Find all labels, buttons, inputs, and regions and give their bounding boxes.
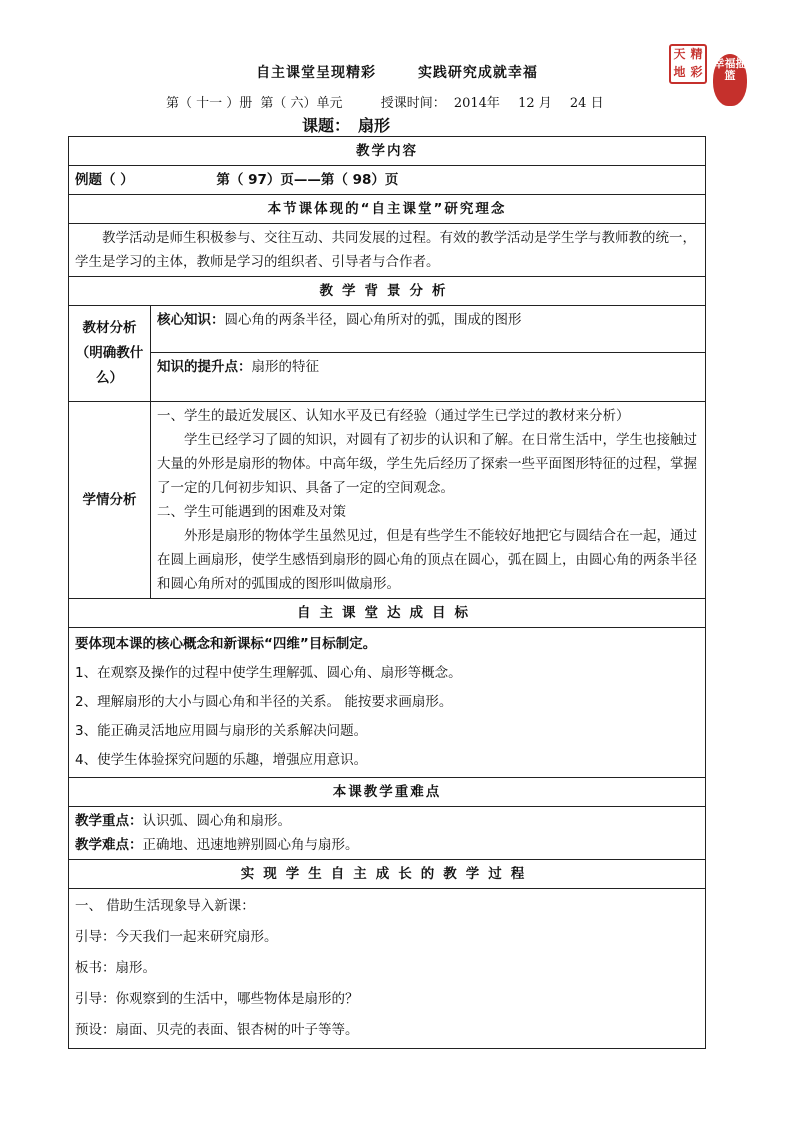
lesson-title: 扇形 [350,113,498,137]
core-label: 核心知识： [157,312,225,328]
slogan-left: 自主课堂呈现精彩 [256,65,377,81]
square-seal-stamp: 天 精 地 彩 [669,44,707,84]
content-header: 教学内容 [69,137,706,166]
time-label: 授课时间： [380,96,446,111]
example-label: 例题（ ） [75,172,134,188]
process-header: 实现学生自主成长的教学过程 [69,860,706,889]
goal-item: 4、使学生体验探究问题的乐趣，增强应用意识。 [75,752,368,768]
goals-intro: 要体现本课的核心概念和新课标“四维”目标制定。 [75,636,377,652]
concept-header: 本节课体现的“自主课堂”研究理念 [69,195,706,224]
difficult-text: 正确地、迅速地辨别圆心角与扇形。 [142,837,359,853]
concept-text: 教学活动是师生积极参与、交往互动、共同发展的过程。有效的教学活动是学生学与教师教的统一，学生是学习的主体，教师是学习的组织者、引导者与合作者。 [69,224,706,277]
background-header: 教学背景分析 [69,277,706,306]
student-p4: 外形是扇形的物体学生虽然见过，但是有些学生不能较好地把它与圆结合在一起，通过在圆上画扇形，使学生感悟到扇形的圆心角的顶点在圆心，弧在圆上，由圆心角的两条半径和圆心角所对的弧围成的图形叫做扇形。 [157,528,697,592]
keypoints-cell [69,807,706,860]
lesson-plan-table [68,136,706,1049]
process-line: 引导：今天我们一起来研究扇形。 [75,929,278,945]
student-analysis-label: 学情分析 [69,402,151,599]
core-knowledge-cell [151,306,706,353]
goals-cell [69,628,706,778]
example-row [69,166,706,195]
unit: 第（ 六）单元 [260,96,343,111]
title-label: 课题： [302,116,351,135]
goal-item: 1、在观察及操作的过程中使学生理解弧、圆心角、扇形等概念。 [75,665,462,681]
page-range: 第（ 97）页——第（ 98）页 [216,172,399,188]
material-analysis-label: 教材分析（明确教什么） [69,306,151,402]
raise-text: 扇形的特征 [251,359,319,375]
process-line: 板书：扇形。 [75,960,156,976]
student-p1: 一、学生的最近发展区、认知水平及已有经验（通过学生已学过的教材来分析） [157,408,630,424]
goals-header: 自主课堂达成目标 [69,599,706,628]
slogan-right: 实践研究成就幸福 [417,65,538,81]
raise-label: 知识的提升点： [157,359,252,375]
core-text: 圆心角的两条半径，圆心角所对的弧，围成的图形 [224,312,522,328]
keypoints-header: 本课教学重难点 [69,778,706,807]
difficult-label: 教学难点： [75,837,143,853]
student-p3: 二、学生可能遇到的困难及对策 [157,504,346,520]
process-line: 预设：扇面、贝壳的表面、银杏树的叶子等等。 [75,1022,359,1038]
lesson-title-line [302,113,498,137]
lesson-info-line [166,92,608,111]
student-analysis-cell [151,402,706,599]
key-label: 教学重点： [75,813,143,829]
day: 24 日 [569,96,604,111]
process-line: 引导：你观察到的生活中，哪些物体是扇形的？ [75,991,359,1007]
goal-item: 2、理解扇形的大小与圆心角和半径的关系。 能按要求画扇形。 [75,694,453,710]
year: 2014年 [453,96,500,111]
raise-point-cell [151,353,706,402]
round-seal-stamp: 幸福摇篮 [713,54,747,106]
process-line: 一、 借助生活现象导入新课： [75,898,255,914]
month: 12 月 [518,96,552,111]
volume: 第（ 十一 ）册 [166,96,253,111]
key-text: 认识弧、圆心角和扇形。 [142,813,291,829]
process-cell [69,889,706,1049]
goal-item: 3、能正确灵活地应用圆与扇形的关系解决问题。 [75,723,368,739]
student-p2: 学生已经学习了圆的知识，对圆有了初步的认识和了解。在日常生活中，学生也接触过大量的外形是扇形的物体。中高年级，学生先后经历了探索一些平面图形特征的过程，掌握了一定的几何初步知识、具备了一定的空间观念。 [157,432,697,496]
